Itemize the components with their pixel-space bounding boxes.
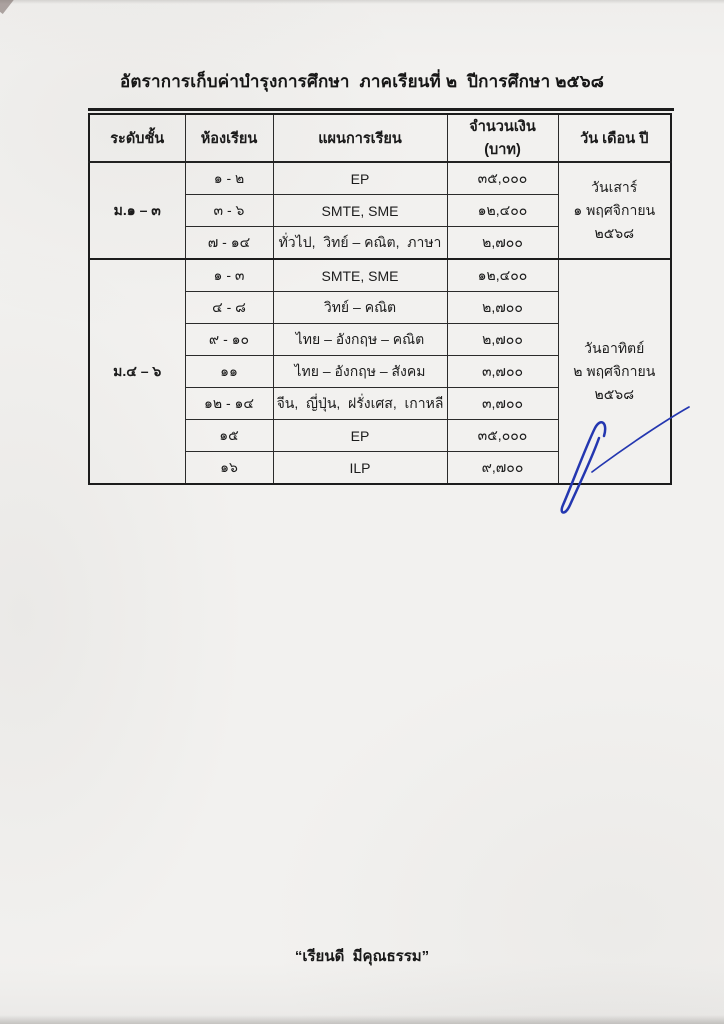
plan-cell: วิทย์ – คณิต bbox=[273, 292, 447, 324]
amount-cell: ๒,๗๐๐ bbox=[447, 227, 558, 260]
header-cell-date: วัน เดือน ปี bbox=[558, 114, 671, 162]
level-cell: ม.๔ – ๖ bbox=[89, 259, 185, 484]
amount-cell: ๒,๗๐๐ bbox=[447, 292, 558, 324]
date-line: วันเสาร์ bbox=[591, 179, 638, 196]
level-cell: ม.๑ – ๓ bbox=[89, 162, 185, 259]
date-line: ๒๕๖๘ bbox=[594, 224, 634, 241]
date-line: วันอาทิตย์ bbox=[584, 340, 645, 357]
date-cell bbox=[558, 162, 671, 259]
room-cell: ๔ - ๘ bbox=[185, 292, 273, 324]
school-motto: “เรียนดี มีคุณธรรม” bbox=[294, 948, 430, 965]
room-cell: ๑๕ bbox=[185, 420, 273, 452]
plan-cell: EP bbox=[273, 162, 447, 195]
room-cell: ๑๑ bbox=[185, 356, 273, 388]
plan-cell: จีน, ญี่ปุ่น, ฝรั่งเศส, เกาหลี bbox=[273, 388, 447, 420]
date-line: ๒๕๖๘ bbox=[594, 385, 634, 402]
scan-top-edge-shadow bbox=[0, 0, 724, 4]
amount-cell: ๑๒,๔๐๐ bbox=[447, 259, 558, 292]
room-cell: ๑๒ - ๑๔ bbox=[185, 388, 273, 420]
plan-cell: SMTE, SME bbox=[273, 259, 447, 292]
table-top-border-line bbox=[88, 108, 674, 111]
tuition-fee-table bbox=[88, 113, 672, 485]
plan-cell: ไทย – อังกฤษ – สังคม bbox=[273, 356, 447, 388]
amount-cell: ๓,๗๐๐ bbox=[447, 388, 558, 420]
plan-cell: ทั่วไป, วิทย์ – คณิต, ภาษา bbox=[273, 227, 447, 260]
amount-cell: ๙,๗๐๐ bbox=[447, 452, 558, 485]
amount-cell: ๓๕,๐๐๐ bbox=[447, 162, 558, 195]
table-row bbox=[89, 259, 671, 292]
amount-cell: ๒,๗๐๐ bbox=[447, 324, 558, 356]
date-line: ๑ พฤศจิกายน bbox=[573, 202, 656, 219]
room-cell: ๑ - ๓ bbox=[185, 259, 273, 292]
scan-bottom-edge-shadow bbox=[0, 1015, 724, 1024]
room-cell: ๑ - ๒ bbox=[185, 162, 273, 195]
room-cell: ๑๖ bbox=[185, 452, 273, 485]
plan-cell: EP bbox=[273, 420, 447, 452]
document-title: อัตราการเก็บค่าบำรุงการศึกษา ภาคเรียนที่ ๒ ปีการศึกษา ๒๕๖๘ bbox=[119, 72, 605, 91]
room-cell: ๗ - ๑๔ bbox=[185, 227, 273, 260]
date-cell bbox=[558, 259, 671, 484]
header-cell-amount: จำนวนเงิน (บาท) bbox=[447, 114, 558, 162]
header-cell-room: ห้องเรียน bbox=[185, 114, 273, 162]
table-row bbox=[89, 162, 671, 195]
room-cell: ๙ - ๑๐ bbox=[185, 324, 273, 356]
room-cell: ๓ - ๖ bbox=[185, 195, 273, 227]
amount-cell: ๓,๗๐๐ bbox=[447, 356, 558, 388]
date-line: ๒ พฤศจิกายน bbox=[573, 363, 656, 380]
header-row bbox=[89, 114, 671, 162]
amount-cell: ๑๒,๔๐๐ bbox=[447, 195, 558, 227]
header-cell-plan: แผนการเรียน bbox=[273, 114, 447, 162]
plan-cell: ไทย – อังกฤษ – คณิต bbox=[273, 324, 447, 356]
amount-cell: ๓๕,๐๐๐ bbox=[447, 420, 558, 452]
plan-cell: SMTE, SME bbox=[273, 195, 447, 227]
plan-cell: ILP bbox=[273, 452, 447, 485]
header-cell-level: ระดับชั้น bbox=[89, 114, 185, 162]
